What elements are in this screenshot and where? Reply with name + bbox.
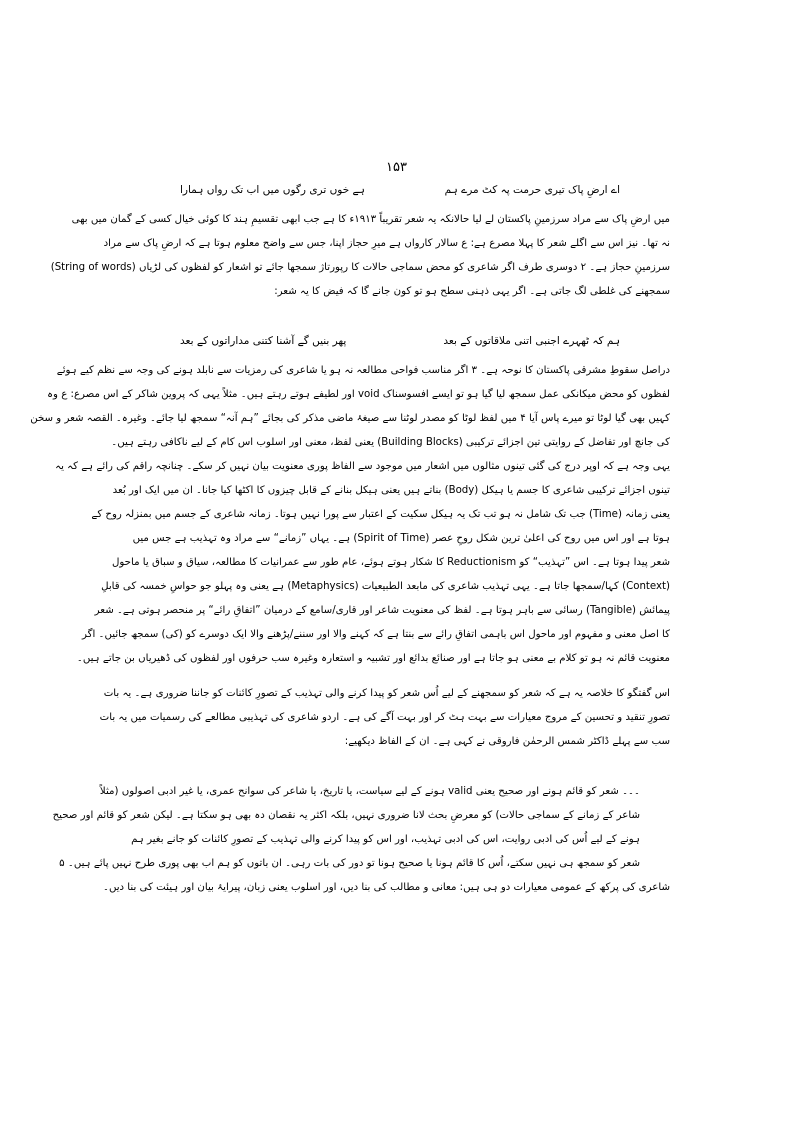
text-line: ہوتا ہے اور اس میں روح کی اعلیٰ ترین شکل روحِ عصر (Spirit of Time) ہے۔ یہاں ”زمانے“ سے مراد وہ تہذیب ہے جس میں — [132, 533, 670, 544]
text-line: شاعری کی پرکھ کے عمومی معیارات دو ہی ہیں: معانی و مطالب کی بنا دیں، اور اسلوب یعنی زبان، پیرایۂ بیان اور ہیئت کی بنا دیں۔ — [102, 882, 670, 893]
quote-line: شعر کو سمجھ ہی نہیں سکتے، اُس کا قائم ہونا یا صحیح ہونا تو دور کی بات رہی۔ ان باتوں کو ہم اب بھی پوری طرح نہیں پائے ہیں۔ ۵ — [59, 858, 640, 869]
verse-second-misra: ہے خوں تری رگوں میں اب تک رواں ہمارا — [180, 184, 365, 196]
text-line: (Context) کہا/سمجھا جاتا ہے۔ یہی تہذیب شاعری کی مابعد الطبیعیات (Metaphysics) ہے یعنی وہ پہلو جو حواسِ خمسہ کی قابلِ — [101, 581, 670, 592]
verse-second-misra: پھر بنیں گے آشنا کتنی مداراتوں کے بعد — [180, 335, 347, 347]
verse-couplet-1 — [180, 184, 620, 206]
text-line: تینوں اجزائے ترکیبی شاعری کا جسم یا ہیکل (Body) بناتے ہیں یعنی ہیکل بنانے کے قابل چیزوں کا اکٹھا کیا جانا۔ ان میں ایک اور بُعد — [112, 485, 670, 496]
text-line: شعر پیدا ہوتا ہے۔ اس ”تہذیب“ کو Reductionism کا شکار ہوتے ہوئے، عام طور سے عمرانیات کا مطالعہ، سیاق و سباق یا ماحول — [112, 557, 670, 568]
text-line: لفظوں کو محض میکانکی عمل سمجھ لیا گیا ہو تو ایسے افسوسناک void اور لطیفے ہوتے رہتے ہیں۔ مثلاً یہی کہ پروین شاکر کے اس مصرع: ع وہ — [47, 389, 670, 400]
text-line: میں ارضِ پاک سے مراد سرزمینِ پاکستان لے لیا حالانکہ یہ شعر تقریباً ۱۹۱۳ء کا ہے جب ابھی تقسیمِ ہند کا کوئی خیال کسی کے گمان میں بھی — [71, 214, 670, 225]
paragraph-3 — [99, 682, 670, 754]
paragraph-1 — [50, 208, 670, 304]
quote-line: ۔۔۔ شعر کو قائم ہونے اور صحیح یعنی valid ہونے کے لیے سیاست، یا تاریخ، یا شاعر کی سوانح عمری، یا غیر ادبی اصولوں (مثلاً — [99, 786, 640, 797]
text-line: سب سے پہلے ڈاکٹر شمس الرحمٰن فاروقی نے کہی ہے۔ ان کے الفاظ دیکھیے: — [344, 736, 670, 747]
quote-line: شاعر کے زمانے کے سماجی حالات) کو معرضِ بحث لانا ضروری نہیں، بلکہ اکثر یہ نقصان دہ بھی ہو سکتا ہے۔ لیکن شعر کو قائم اور صحیح — [52, 810, 640, 821]
text-line: دراصل سقوطِ مشرقی پاکستان کا نوحہ ہے۔ ۳ اگر مناسب فواحی مطالعہ نہ ہو یا شاعری کی رمزیات سے نابلد ہونے کی وجہ سے نظم کیے ہوئے — [56, 365, 670, 376]
text-line: نہ تھا۔ نیز اس سے اگلے شعر کا پہلا مصرع ہے: ع سالار کارواں ہے میرِ حجاز اپنا، جس سے واضح معلوم ہوتا ہے کہ ارضِ پاک سے مراد — [103, 238, 670, 249]
text-line: پیمائش (Tangible) رسائی سے باہر ہوتا ہے۔ لفظ کی معنویت شاعر اور قاری/سامع کے درمیان ”اتفاقِ رائے“ پر منحصر ہوتی ہے۔ شعر — [94, 605, 670, 616]
text-line: کی جانچ اور تفاضل کے روایتی تین اجزائے ترکیبی (Building Blocks) یعنی لفظ، معنی اور اسلوب اس کام کے لیے ناکافی رہتے ہیں۔ — [111, 437, 670, 448]
paragraph-4 — [102, 876, 670, 900]
text-line: کہیں بھی گیا لوٹا تو میرے پاس آیا ۴ میں لفظ لوٹا کو مصدر لوٹنا سے صیغۂ ماضی مذکر کی بجائے ”ہم آنہ“ سمجھ لیا جائے۔ وغیرہ۔ القصہ شعر و سخن — [30, 413, 670, 424]
text-line: اس گفتگو کا خلاصہ یہ ہے کہ شعر کو سمجھنے کے لیے اُس شعر کو پیدا کرنے والی تہذیب کے تصورِ کائنات کو جاننا ضروری ہے۔ یہ بات — [103, 688, 670, 699]
quote-line: ہونے کے لیے اُس کی ادبی روایت، اس کی ادبی تہذیب، اور اس کو پیدا کرنے والی تہذیب کے تصورِ کائنات کو جانے بغیر ہم — [131, 834, 640, 845]
text-line: یہی وجہ ہے کہ اوپر درج کی گئی تینوں مثالوں میں اشعار میں موجود سے الفاظ پوری معنویت بیان نہیں کر سکے۔ چنانچہ راقم کی رائے ہے کہ یہ — [55, 461, 670, 472]
paragraph-2 — [30, 359, 670, 671]
text-line: سمجھنے کی غلطی لگ جاتی ہے۔ اگر یہی ذہنی سطح ہو تو کون جانے گا کہ فیض کا یہ شعر: — [274, 286, 670, 297]
verse-couplet-2 — [180, 335, 620, 357]
verse-first-misra: اے ارضِ پاک تیری حرمت پہ کٹ مرے ہم — [444, 184, 620, 196]
text-line: سرزمینِ حجاز ہے۔ ۲ دوسری طرف اگر شاعری کو محض سماجی حالات کا رپورتاژ سمجھا جائے تو اشعار کو لفظوں کی لڑیاں (String of words) — [50, 262, 670, 273]
text-line: معنویت قائم نہ ہو تو کلام بے معنی ہو جاتا ہے اور صنائع بدائع اور تشبیہ و استعارہ وغیرہ سب حرفوں اور لفظوں کی ڈھیریاں بن جاتے ہیں۔ — [76, 653, 670, 664]
text-line: کا اصل معنی و مفہوم اور ماحول اس باہمی اتفاقِ رائے سے بنتا ہے کہ کہنے والا اور سننے/پڑھنے والا ایک دوسرے کو (کی) سمجھ جائیں۔ اگر — [82, 629, 670, 640]
verse-first-misra: ہم کہ ٹھہرے اجنبی اتنی ملاقاتوں کے بعد — [443, 335, 620, 347]
block-quote — [52, 780, 640, 876]
text-line: یعنی زمانہ (Time) جب تک شامل نہ ہو تب تک یہ ہیکل سکیت کے اعتبار سے پورا نہیں ہوتا۔ زمانہ شاعری کے جسم میں بمنزلہ روح کے — [91, 509, 670, 520]
text-line: تصورِ تنقید و تحسین کے مروج معیارات سے بہت ہٹ کر اور بہت آگے کی ہے۔ اردو شاعری کی تہذیبی مطالعے کی رسمیات میں یہ بات — [99, 712, 670, 723]
page-number: ۱۵۳ — [386, 160, 407, 175]
